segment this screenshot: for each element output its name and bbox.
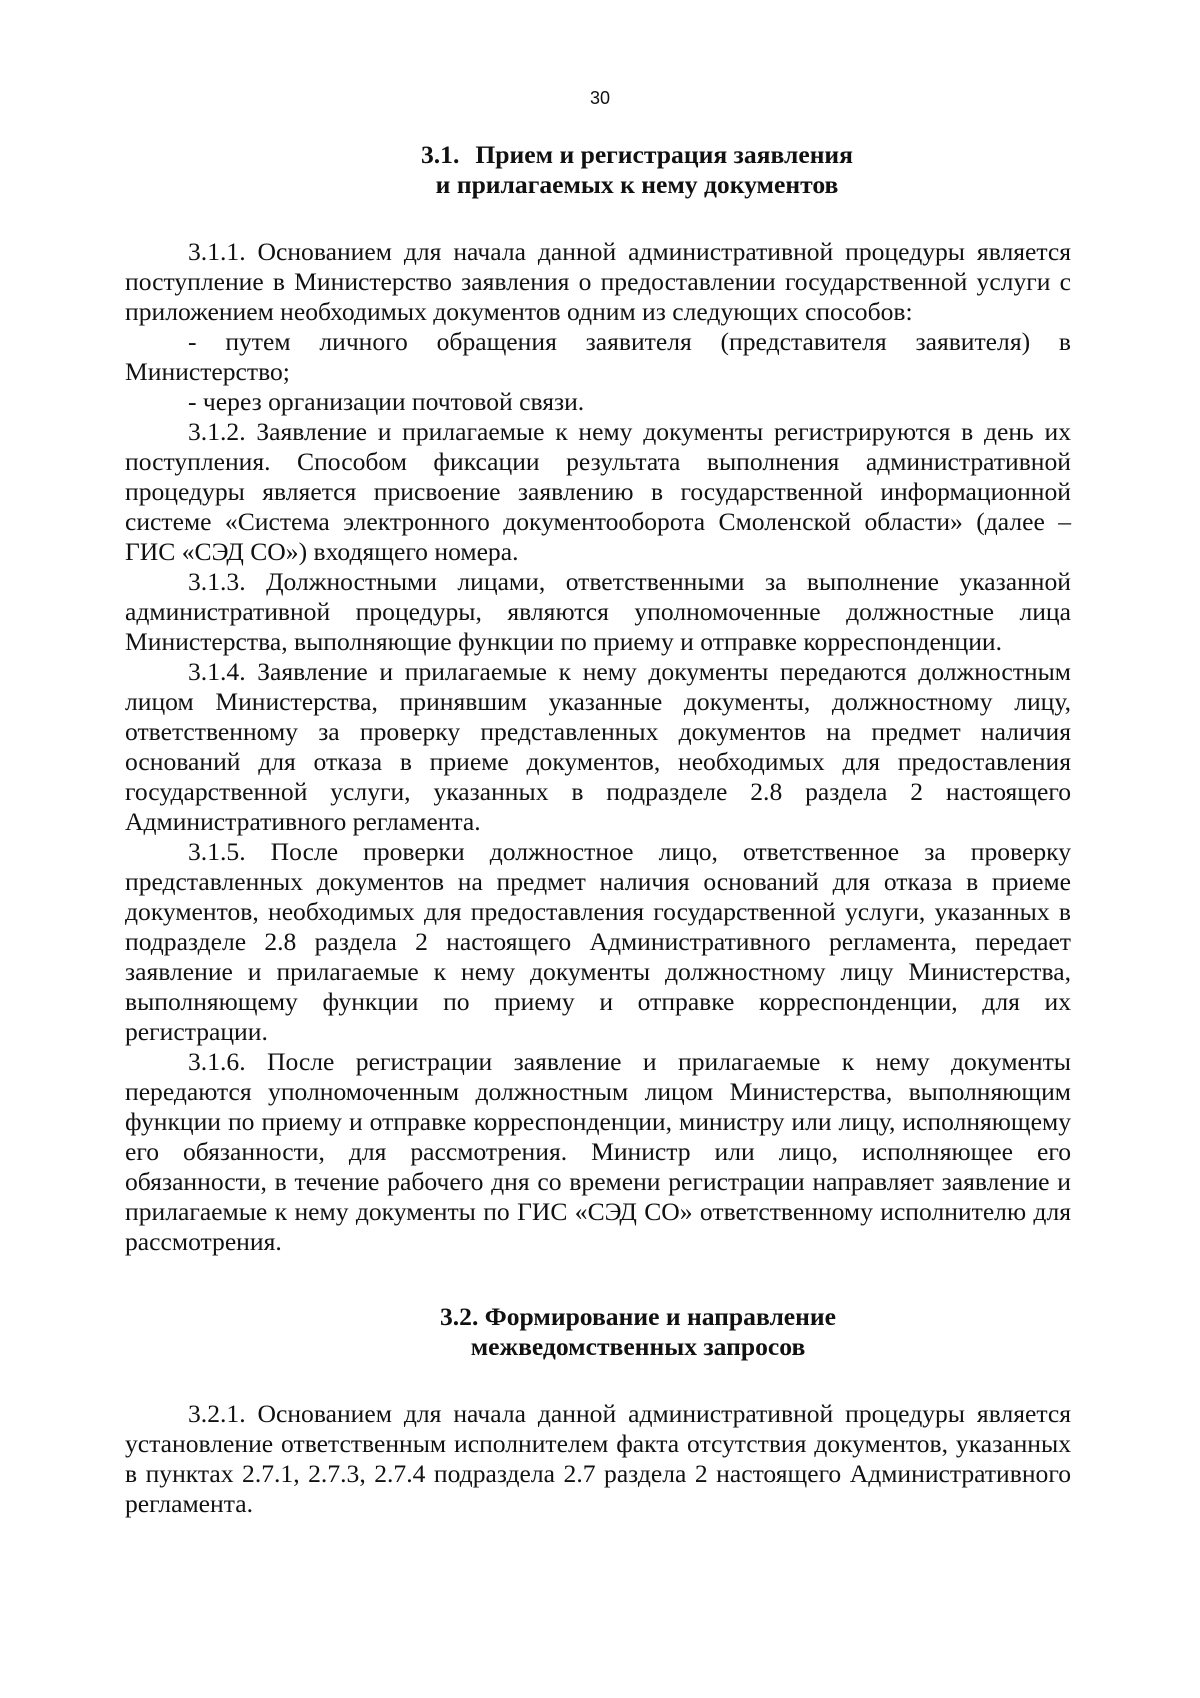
section-3-1-title-line1: Прием и регистрация заявления [475,140,854,169]
section-3-2-title-line1: 3.2. Формирование и направление [439,1302,837,1331]
document-body [125,140,1071,1519]
section-3-1-title-line2: и прилагаемых к нему документов [435,170,839,199]
paragraph-3-1-1: 3.1.1. Основанием для начала данной административной процедуры является поступление в Министерство заявления о предоставлении государственной услуги с приложением необходимых документов одним из следующих способов: [125,237,1071,326]
paragraph-3-1-4: 3.1.4. Заявление и прилагаемые к нему документы передаются должностным лицом Министерства, принявшим указанные документы, должностному лицу, ответственному за проверку представленных документов на предмет наличия оснований для отказа в приеме документов, необходимых для предоставления государственной услуги, указанных в подразделе 2.8 раздела 2 настоящего Административного регламента. [125,657,1071,836]
paragraph-3-1-5: 3.1.5. После проверки должностное лицо, ответственное за проверку представленных документов на предмет наличия оснований для отказа в приеме документов, необходимых для предоставления государственной услуги, указанных в подразделе 2.8 раздела 2 настоящего Административного регламента, передает заявление и прилагаемые к нему документы должностному лицу Министерства, выполняющему функции по приему и отправке корреспонденции, для их регистрации. [125,837,1071,1046]
section-3-2-title [205,1302,1071,1362]
list-item-personal-visit: - путем личного обращения заявителя (представителя заявителя) в Министерство; [125,327,1071,386]
paragraph-3-1-2: 3.1.2. Заявление и прилагаемые к нему документы регистрируются в день их поступления. Способом фиксации результата выполнения административной процедуры является присвоение заявлению в государственной информационной системе «Система электронного документооборота Смоленской области» (далее – ГИС «СЭД СО») входящего номера. [125,417,1071,566]
page-number: 30 [589,88,611,108]
list-item-postal: - через организации почтовой связи. [188,387,585,416]
paragraph-3-2-1: 3.2.1. Основанием для начала данной административной процедуры является установление ответственным исполнителем факта отсутствия документов, указанных в пунктах 2.7.1, 2.7.3, 2.7.4 подраздела 2.7 раздела 2 настоящего Административного регламента. [125,1399,1071,1518]
paragraph-3-1-6: 3.1.6. После регистрации заявление и прилагаемые к нему документы передаются уполномоченным должностным лицом Министерства, выполняющим функции по приему и отправке корреспонденции, министру или лицу, исполняющему его обязанности, для рассмотрения. Министр или лицо, исполняющее его обязанности, в течение рабочего дня со времени регистрации направляет заявление и прилагаемые к нему документы по ГИС «СЭД СО» ответственному исполнителю для рассмотрения. [125,1047,1071,1256]
paragraph-3-1-3: 3.1.3. Должностными лицами, ответственными за выполнение указанной административной процедуры, являются уполномоченные должностные лица Министерства, выполняющие функции по приему и отправке корреспонденции. [125,567,1071,656]
section-3-1-number: 3.1. [420,140,460,169]
section-3-1-title [203,140,1071,200]
section-3-2-title-line2: межведомственных запросов [470,1332,806,1361]
